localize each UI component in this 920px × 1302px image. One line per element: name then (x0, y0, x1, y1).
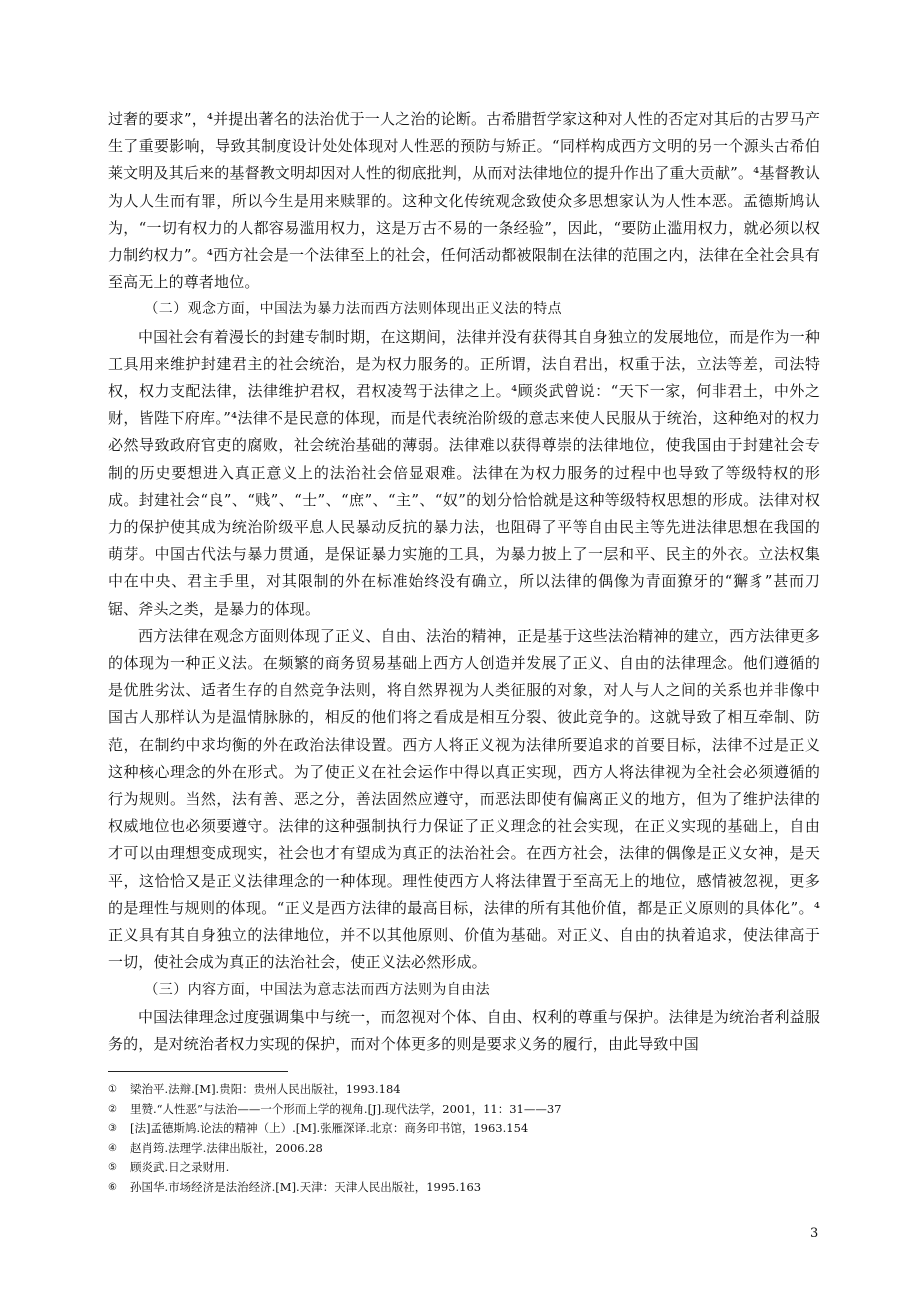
paragraph-2: 中国社会有着漫长的封建专制时期，在这期间，法律并没有获得其自身独立的发展地位，而是作为一种工具用来维护封建君主的社会统治，是为权力服务的。正所谓，法自君出，权重于法，立法等差，司法特权，权力支配法律，法律维护君权，君权凌驾于法律之上。⁴顾炎武曾说：“天下一家，何非君土，中外之财，皆陛下府库。”⁴法律不是民意的体现，而是代表统治阶级的意志来使人民服从于统治，这种绝对的权力必然导致政府官吏的腐败，社会统治基础的薄弱。法律难以获得尊崇的法律地位，使我国由于封建社会专制的历史要想进入真正意义上的法治社会倍显艰难。法律在为权力服务的过程中也导致了等级特权的形成。封建社会“良”、“贱”、“士”、“庶”、“主”、“奴”的划分恰恰就是这种等级特权思想的形成。法律对权力的保护使其成为统治阶级平息人民暴动反抗的暴力法，也阻碍了平等自由民主等先进法律思想在我国的萌芽。中国古代法与暴力贯通，是保证暴力实施的工具，为暴力披上了一层和平、民主的外衣。立法权集中在中央、君主手里，对其限制的外在标准始终没有确立，所以法律的偶像为青面獠牙的“獬豸”甚而刀锯、斧头之类，是暴力的体现。 (108, 327, 820, 618)
body-text (108, 106, 820, 1058)
footnotes (108, 1080, 820, 1197)
footnote-mark: ④ (108, 1142, 117, 1154)
footnote-separator (108, 1071, 288, 1072)
footnote-5 (108, 1158, 820, 1178)
section-heading-3: （三）内容方面，中国法为意志法而西方法则为自由法 (144, 981, 490, 998)
footnote-mark: ③ (108, 1123, 117, 1134)
footnote-4 (108, 1139, 820, 1159)
footnote-mark: ② (108, 1103, 117, 1115)
footnote-text: 梁治平.法辩.[M].贵阳：贵州人民出版社，1993.184 (130, 1082, 401, 1096)
footnote-3 (108, 1119, 820, 1139)
page-number: 3 (810, 1226, 819, 1241)
footnote-text: [法]孟德斯鸠.论法的精神（上）.[M].张雁深译.北京：商务印书馆，1963.154 (130, 1121, 529, 1135)
paragraph-3: 西方法律在观念方面则体现了正义、自由、法治的精神，正是基于这些法治精神的建立，西方法律更多的体现为一种正义法。在频繁的商务贸易基础上西方人创造并发展了正义、自由的法律理念。他们遵循的是优胜劣汰、适者生存的自然竞争法则，将自然界视为人类征服的对象，对人与人之间的关系也并非像中国古人那样认为是温情脉脉的，相反的他们将之看成是相互分裂、彼此竞争的。这就导致了相互牵制、防范，在制约中求均衡的外在政治法律设置。西方人将正义视为法律所要追求的首要目标，法律不过是正义这种核心理念的外在形式。为了使正义在社会运作中得以真正实现，西方人将法律视为全社会必须遵循的行为规则。当然，法有善、恶之分，善法固然应遵守，而恶法即使有偏离正义的地方，但为了维护法律的权威地位也必须要遵守。法律的这种强制执行力保证了正义理念的社会实现，在正义实现的基础上，自由才可以由理想变成现实，社会也才有望成为真正的法治社会。在西方社会，法律的偶像是正义女神，是天平，这恰恰又是正义法律理念的一种体现。理性使西方人将法律置于至高无上的地位，感情被忽视，更多的是理性与规则的体现。“正义是西方法律的最高目标，法律的所有其他价值，都是正义原则的具体化”。⁴正义具有其自身独立的法律地位，并不以其他原则、价值为基础。对正义、自由的执着追求，使法律高于一切，使社会成为真正的法治社会，使正义法必然形成。 (108, 626, 820, 972)
paragraph-1: 过奢的要求”，⁴并提出著名的法治优于一人之治的论断。古希腊哲学家这种对人性的否定对其后的古罗马产生了重要影响，导致其制度设计处处体现对人性恶的预防与矫正。“同样构成西方文明的另一个源头古希伯莱文明及其后来的基督教文明却因对人性的彻底批判，从而对法律地位的提升作出了重大贡献”。⁴基督教认为人人生而有罪，所以今生是用来赎罪的。这种文化传统观念致使众多思想家认为人性本恶。孟德斯鸠认为，“一切有权力的人都容易滥用权力，这是万古不易的一条经验”，因此，“要防止滥用权力，就必须以权力制约权力”。⁴西方社会是一个法律至上的社会，任何活动都被限制在法律的范围之内，法律在全社会具有至高无上的尊者地位。 (108, 110, 820, 292)
footnote-mark: ⑥ (108, 1181, 117, 1193)
paragraph-4: 中国法律理念过度强调集中与统一，而忽视对个体、自由、权利的尊重与保护。法律是为统治者利益服务的，是对统治者权力实现的保护，而对个体更多的则是要求义务的履行，由此导致中国 (108, 1007, 820, 1053)
footnote-text: 顾炎武.日之录财用. (130, 1160, 230, 1174)
footnote-6 (108, 1178, 820, 1198)
footnote-text: 孙国华.市场经济是法治经济.[M].天津：天津人民出版社，1995.163 (130, 1179, 482, 1194)
footnote-2 (108, 1100, 820, 1120)
footnote-text: 赵肖筠.法理学.法律出版社，2006.28 (130, 1140, 323, 1155)
footnote-text: 里赞.“人性恶”与法治——一个形而上学的视角.[J].现代法学，2001，11：31——37 (130, 1101, 562, 1116)
section-heading-2: （二）观念方面，中国法为暴力法而西方法则体现出正义法的特点 (144, 301, 562, 318)
footnote-mark: ⑤ (108, 1162, 117, 1173)
footnote-1 (108, 1080, 820, 1100)
footnote-mark: ① (108, 1084, 117, 1095)
